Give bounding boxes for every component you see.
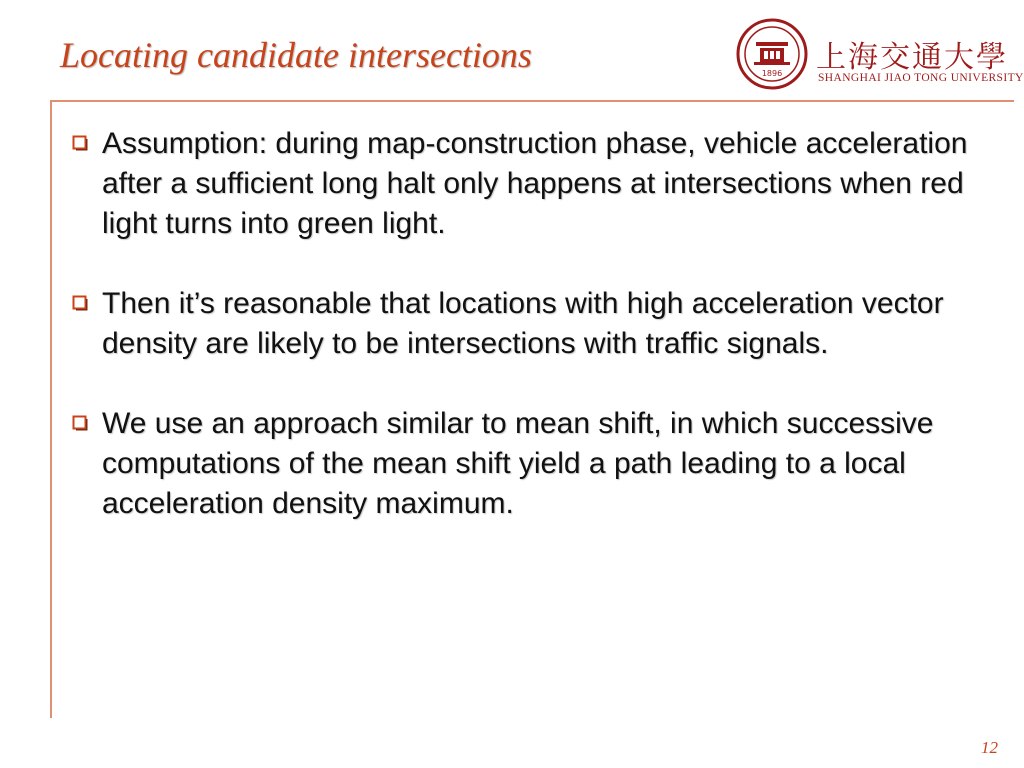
university-seal-icon [736,18,808,90]
hollow-square-bullet-icon [72,135,88,151]
university-name-english: SHANGHAI JIAO TONG UNIVERSITY [818,72,1024,84]
bullet-text: Then it’s reasonable that locations with high acceleration vector density are likely to be intersections with traffic signals. [102,287,944,360]
bullet-item [72,404,972,524]
bullet-item [72,284,972,364]
bullet-text: We use an approach similar to mean shift, in which successive computations of the mean shift yield a path leading to a local acceleration density maximum. [102,407,934,520]
seal-year: 1896 [761,69,783,78]
hollow-square-bullet-icon [72,295,88,311]
slide-title: Locating candidate intersections [60,35,532,75]
university-logo [736,18,1024,94]
hollow-square-bullet-icon [72,415,88,431]
bullet-text: Assumption: during map-construction phase, vehicle acceleration after a sufficient long halt only happens at intersections when red light turns into green light. [102,127,968,240]
bullet-item [72,124,972,244]
left-rule [50,100,52,718]
bullet-list [72,124,972,564]
header-rule [52,100,1014,102]
page-number: 12 [981,738,998,757]
university-name-chinese: 上海交通大學 [816,40,1008,75]
